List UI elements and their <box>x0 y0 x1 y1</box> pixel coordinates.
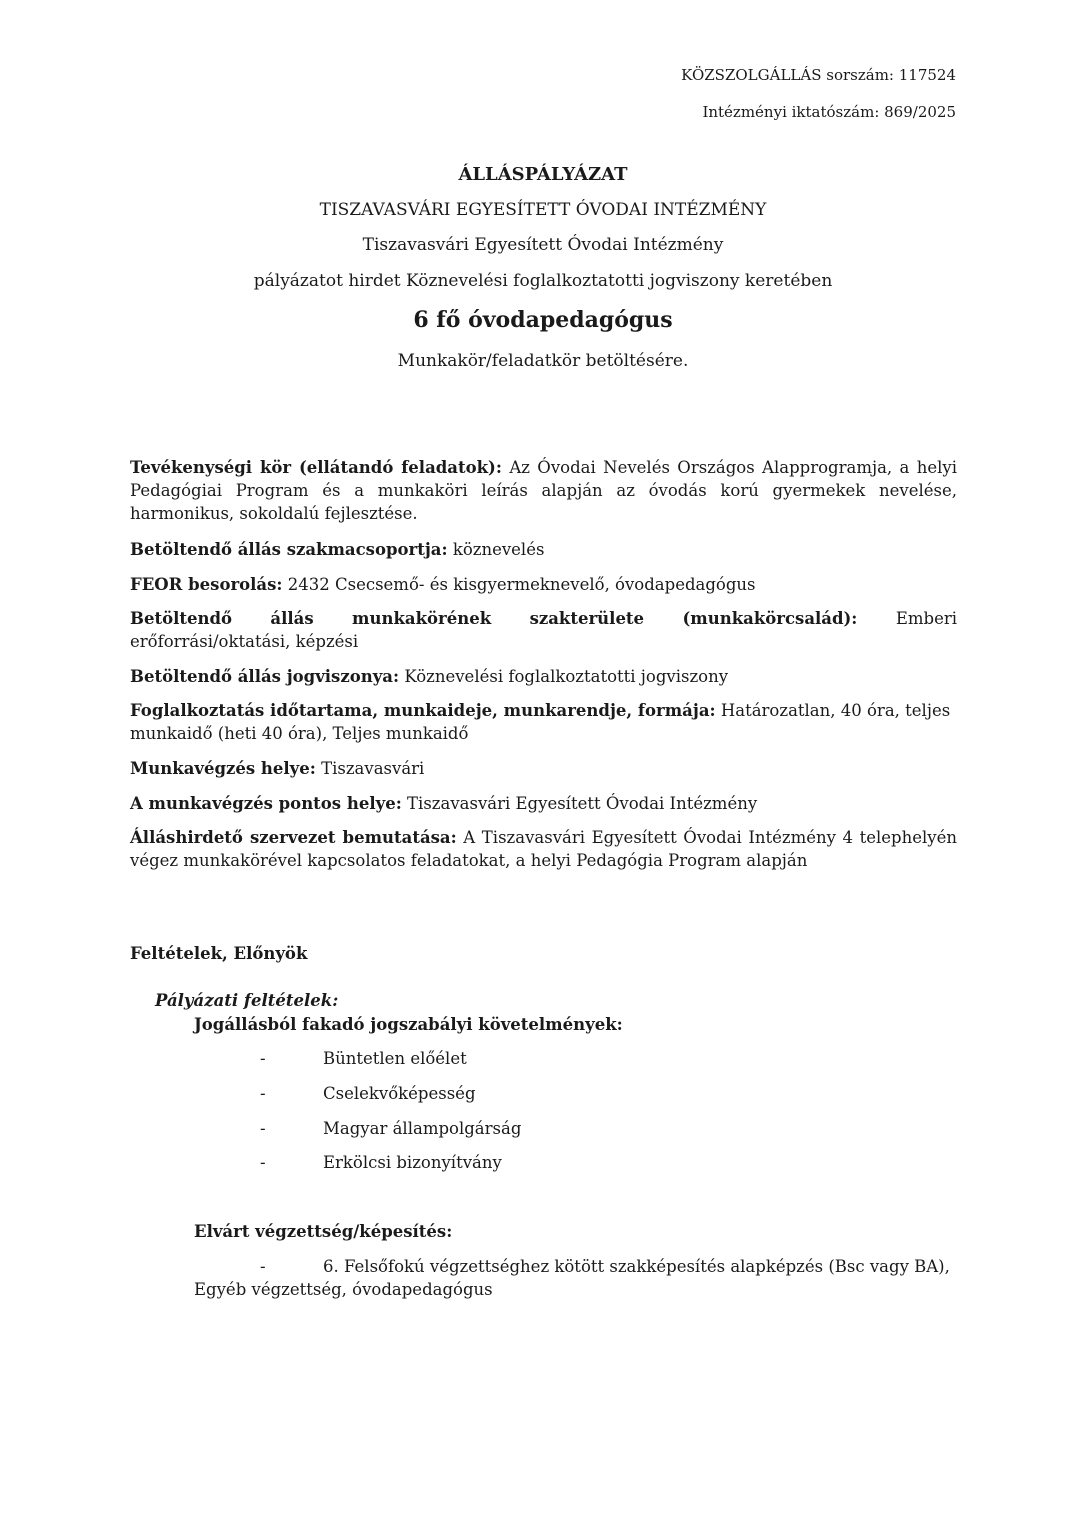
position-title: 6 fő óvodapedagógus <box>413 307 673 333</box>
org-value: A Tiszavasvári Egyesített Óvodai Intézmény 4 telephelyén végez munkakörével kapcsolatos feladatokat, a helyi Pedagógia Program alapján <box>130 828 957 870</box>
group-paragraph <box>130 538 957 561</box>
field-label-word-1: Betöltendő <box>130 609 232 628</box>
employment-paragraph <box>130 699 957 745</box>
field-paragraph <box>130 607 957 653</box>
legal-req-title: Jogállásból fakadó jogszabályi követelmények: <box>194 1015 623 1034</box>
group-value: köznevelés <box>447 540 545 559</box>
exact-place-value: Tiszavasvári Egyesített Óvodai Intézmény <box>401 794 758 813</box>
place-value: Tiszavasvári <box>315 759 425 778</box>
org-paragraph <box>130 826 957 872</box>
list-item-text: Magyar állampolgárság <box>323 1119 522 1138</box>
duties-label: Tevékenységi kör (ellátandó feladatok): <box>130 458 502 477</box>
feor-label: FEOR besorolás: <box>130 575 283 594</box>
place-paragraph <box>130 757 957 780</box>
feor-value: 2432 Csecsemő- és kisgyermeknevelő, óvodapedagógus <box>282 575 756 594</box>
org-label: Álláshirdető szervezet bemutatása: <box>130 828 457 847</box>
field-label-word-3: munkakörének <box>352 609 492 628</box>
education-line-2: Egyéb végzettség, óvodapedagógus <box>194 1280 493 1299</box>
ref-number: KÖZSZOLGÁLLÁS sorszám: 117524 <box>681 66 956 84</box>
position-subtitle: Munkakör/feladatkör betöltésére. <box>397 351 689 371</box>
bullet-dash: - <box>260 1049 266 1068</box>
employment-value: Határozatlan, 40 óra, teljes munkaidő (heti 40 óra), Teljes munkaidő <box>130 701 951 743</box>
list-item-text: Erkölcsi bizonyítvány <box>323 1153 502 1172</box>
field-label-word-5: (munkakörcsalád): <box>682 609 858 628</box>
bullet-dash: - <box>260 1119 266 1138</box>
group-label: Betöltendő állás szakmacsoportja: <box>130 540 448 559</box>
bullet-dash: - <box>260 1153 266 1172</box>
list-item-text: Büntetlen előélet <box>323 1049 467 1068</box>
duties-paragraph <box>130 456 957 525</box>
field-label-word-4: szakterülete <box>529 609 645 628</box>
field-label-word-2: állás <box>270 609 314 628</box>
legal-label: Betöltendő állás jogviszonya: <box>130 667 400 686</box>
document-heading: ÁLLÁSPÁLYÁZAT <box>458 164 628 185</box>
institution-caps: TISZAVASVÁRI EGYESÍTETT ÓVODAI INTÉZMÉNY <box>319 200 767 220</box>
duties-value: Az Óvodai Nevelés Országos Alapprogramja, a helyi Pedagógiai Program és a munkaköri leírás alapján az óvodás korú gyermekek nevelése, harmonikus, sokoldalú fejlesztése. <box>130 458 958 523</box>
bullet-dash: - <box>260 1084 266 1103</box>
list-item-text: Cselekvőképesség <box>323 1084 476 1103</box>
legal-paragraph <box>130 665 957 688</box>
education-line-1: 6. Felsőfokú végzettséghez kötött szakképesítés alapképzés (Bsc vagy BA), <box>323 1257 950 1276</box>
conditions-subtitle: Pályázati feltételek: <box>155 991 339 1010</box>
announcement: pályázatot hirdet Köznevelési foglalkoztatotti jogviszony keretében <box>253 271 833 291</box>
institution-name: Tiszavasvári Egyesített Óvodai Intézmény <box>362 235 724 255</box>
exact-place-paragraph <box>130 792 957 815</box>
bullet-dash: - <box>260 1257 266 1276</box>
filing-number: Intézményi iktatószám: 869/2025 <box>702 103 956 121</box>
legal-value: Köznevelési foglalkoztatotti jogviszony <box>399 667 729 686</box>
education-title: Elvárt végzettség/képesítés: <box>194 1222 453 1241</box>
place-label: Munkavégzés helye: <box>130 759 316 778</box>
field-line-2: erőforrási/oktatási, képzési <box>130 632 359 651</box>
field-line-1 <box>130 607 957 630</box>
exact-place-label: A munkavégzés pontos helye: <box>130 794 402 813</box>
employment-label: Foglalkoztatás időtartama, munkaideje, munkarendje, formája: <box>130 701 716 720</box>
conditions-title: Feltételek, Előnyök <box>130 944 308 963</box>
feor-paragraph <box>130 573 957 596</box>
field-value-word-1: Emberi <box>895 609 957 628</box>
